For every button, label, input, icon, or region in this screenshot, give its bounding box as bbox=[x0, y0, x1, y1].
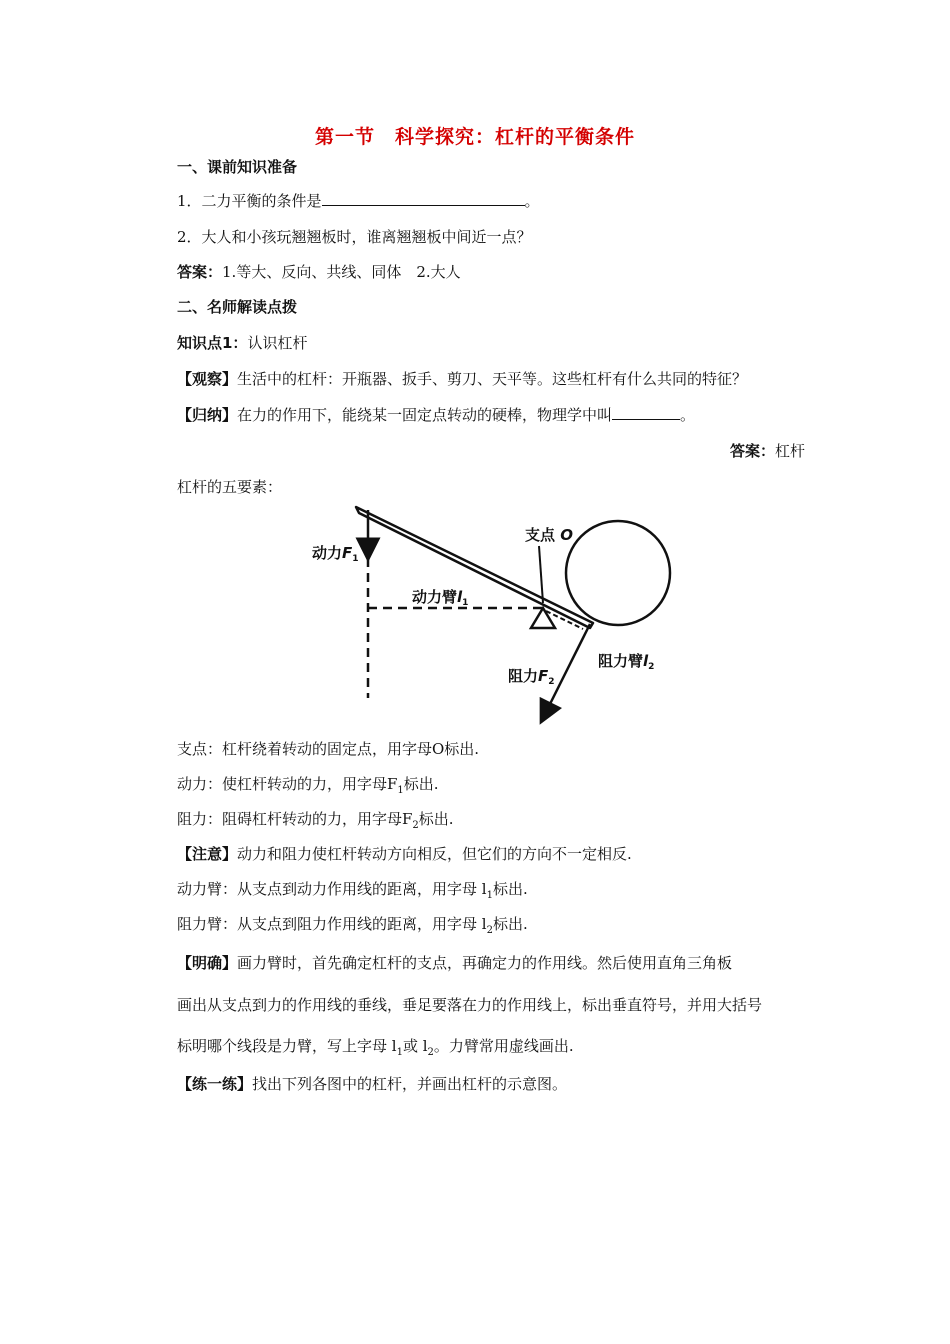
def-load-sub: 2 bbox=[412, 820, 419, 831]
answer-1 bbox=[177, 261, 461, 282]
summary-suffix: 。 bbox=[680, 406, 696, 424]
def-effort-arm bbox=[177, 878, 528, 901]
blank-line[interactable] bbox=[322, 191, 525, 206]
answer-2-text: 杠杆 bbox=[774, 442, 805, 460]
load-force-arrow bbox=[543, 624, 590, 718]
observe-paragraph bbox=[177, 368, 747, 389]
def-load-arm-text: 阻力臂：从支点到阻力作用线的距离，用字母 l bbox=[177, 915, 487, 933]
fulcrum-triangle bbox=[531, 608, 555, 628]
question-1 bbox=[177, 190, 540, 211]
page-title: 第一节 科学探究：杠杆的平衡条件 bbox=[314, 126, 635, 148]
clear-paragraph-line-3 bbox=[177, 1035, 574, 1058]
def-effort-arm-sub: 1 bbox=[486, 890, 493, 901]
def-effort-arm-text: 动力臂：从支点到动力作用线的距离，用字母 l bbox=[177, 880, 487, 898]
blank-line[interactable] bbox=[612, 405, 680, 420]
knowledge-point-text: 认识杠杆 bbox=[247, 334, 308, 352]
load-circle bbox=[566, 521, 670, 625]
observe-label: 【观察】 bbox=[177, 370, 238, 388]
summary-paragraph bbox=[177, 404, 695, 425]
pivot-label: 支点 O bbox=[525, 526, 574, 544]
summary-text: 在力的作用下，能绕某一固定点转动的硬棒，物理学中叫 bbox=[237, 406, 613, 424]
def-fulcrum: 支点：杠杆绕着转动的固定点，用字母O标出. bbox=[177, 740, 480, 758]
answer-2-label: 答案： bbox=[729, 442, 775, 460]
effort-arm-label: 动力臂$l_1$ bbox=[412, 588, 469, 608]
def-load-arm-sub: 2 bbox=[486, 925, 493, 936]
def-effort-end: 标出. bbox=[403, 775, 439, 793]
def-load-text: 阻力：阻碍杠杆转动的力，用字母F bbox=[177, 810, 413, 828]
knowledge-point bbox=[177, 332, 307, 353]
section-1-heading: 一、课前知识准备 bbox=[177, 158, 298, 176]
question-1-text: 1．二力平衡的条件是 bbox=[177, 192, 322, 210]
clear-paragraph-line-1 bbox=[177, 952, 732, 973]
pivot-pointer bbox=[539, 546, 543, 603]
effort-force-label: 动力$F_1$ bbox=[312, 544, 359, 564]
section-2-heading: 二、名师解读点拨 bbox=[177, 298, 298, 316]
load-arm-label: 阻力臂$l_2$ bbox=[598, 652, 655, 672]
clear-text-1: 画力臂时，首先确定杠杆的支点，再确定力的作用线。然后使用直角三角板 bbox=[237, 954, 733, 972]
observe-text: 生活中的杠杆：开瓶器、扳手、剪刀、天平等。这些杠杆有什么共同的特征？ bbox=[237, 370, 748, 388]
answer-label: 答案： bbox=[177, 263, 223, 281]
def-load-arm-end: 标出. bbox=[492, 915, 528, 933]
def-effort-sub: 1 bbox=[397, 785, 404, 796]
clear-sub-2: 2 bbox=[427, 1047, 434, 1058]
def-effort bbox=[177, 773, 439, 796]
answer-2 bbox=[730, 440, 805, 461]
answer-text: 1.等大、反向、共线、同体 2.大人 bbox=[222, 263, 461, 281]
note-paragraph bbox=[177, 843, 632, 864]
question-2: 2．大人和小孩玩翘翘板时，谁离翘翘板中间近一点？ bbox=[177, 228, 532, 246]
clear-text-3c: 。力臂常用虚线画出. bbox=[433, 1037, 574, 1055]
question-1-suffix: 。 bbox=[524, 192, 540, 210]
load-force-label: 阻力$F_2$ bbox=[508, 667, 555, 687]
knowledge-point-label: 知识点1： bbox=[177, 334, 248, 352]
note-text: 动力和阻力使杠杆转动方向相反，但它们的方向不一定相反. bbox=[237, 845, 632, 863]
def-load-end: 标出. bbox=[418, 810, 454, 828]
clear-text-3b: 或 l bbox=[402, 1037, 428, 1055]
clear-paragraph-line-2: 画出从支点到力的作用线的垂线，垂足要落在力的作用线上，标出垂直符号，并用大括号 bbox=[177, 996, 763, 1014]
def-effort-arm-end: 标出. bbox=[492, 880, 528, 898]
clear-text-3a: 标明哪个线段是力臂，写上字母 l bbox=[177, 1037, 397, 1055]
clear-sub-1: 1 bbox=[396, 1047, 403, 1058]
def-load-arm bbox=[177, 913, 528, 936]
practice-paragraph bbox=[177, 1073, 567, 1094]
def-effort-text: 动力：使杠杆转动的力，用字母F bbox=[177, 775, 398, 793]
note-label: 【注意】 bbox=[177, 845, 238, 863]
practice-label: 【练一练】 bbox=[177, 1075, 253, 1093]
practice-text: 找出下列各图中的杠杆，并画出杠杆的示意图。 bbox=[252, 1075, 568, 1093]
clear-label: 【明确】 bbox=[177, 954, 238, 972]
lever-diagram bbox=[300, 500, 690, 730]
def-load bbox=[177, 808, 454, 831]
summary-label: 【归纳】 bbox=[177, 406, 238, 424]
five-elements-heading: 杠杆的五要素： bbox=[177, 478, 283, 496]
